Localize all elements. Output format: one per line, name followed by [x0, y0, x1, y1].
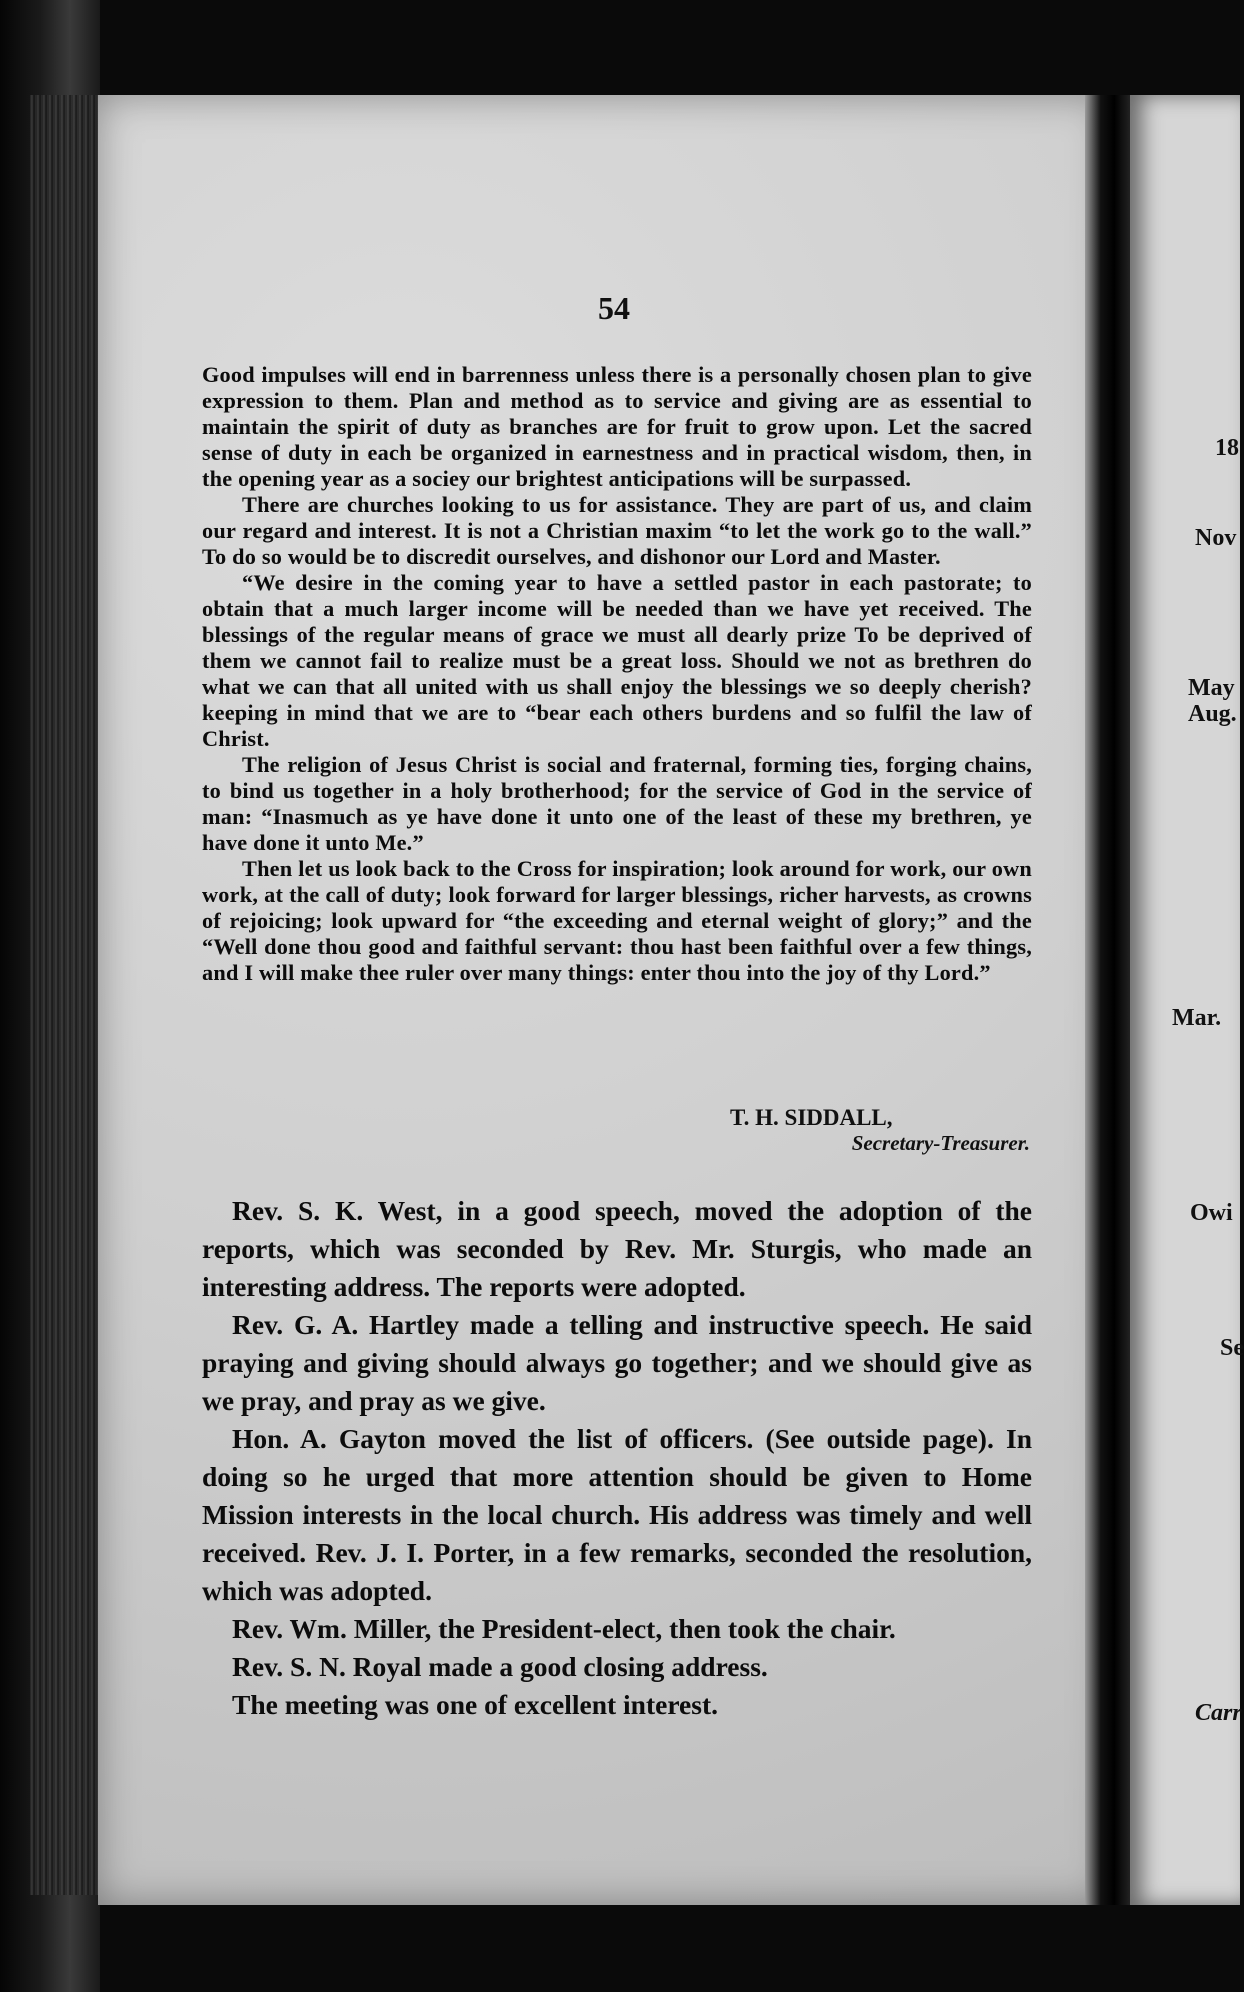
report-paragraph: “We desire in the coming year to have a settled pastor in each pastorate; to obtain that a much larger income will be needed than we have yet received. The blessings of the regular means of grace we must all dearly prize To be deprived of them we cannot fail to realize must be a great loss. Should we not as brethren do what we can that all united with us shall enjoy the blessings we so deeply cherish? keeping in mind that we are to “bear each others burdens and so fulfil the law of Christ.: [202, 570, 1032, 751]
minutes-paragraph: Rev. G. A. Hartley made a telling and instructive speech. He said praying and giving should always go together; and we should give as we pray, and pray as we give.: [202, 1309, 1032, 1416]
meeting-minutes: [202, 1192, 1032, 1724]
minutes-paragraph: Hon. A. Gayton moved the list of officers. (See outside page). In doing so he urged that more attention should be given to Home Mission interests in the local church. His address was timely and well received. Rev. J. I. Porter, in a few remarks, seconded the resolution, which was adopted.: [202, 1423, 1032, 1606]
report-paragraph: Then let us look back to the Cross for inspiration; look around for work, our own work, at the call of duty; look forward for larger blessings, richer harvests, as crowns of rejoicing; look upward for “the exceeding and eternal weight of glory;” and the “Well done thou good and faithful servant: thou hast been faithful over a few things, and I will make thee ruler over many things: enter thou into the joy of thy Lord.”: [202, 856, 1032, 985]
report-text: [202, 362, 1032, 986]
adjacent-fragment: Aug.: [1188, 701, 1237, 727]
adjacent-fragment: 18: [1215, 435, 1239, 461]
report-paragraph: There are churches looking to us for assistance. They are part of us, and claim our regard and interest. It is not a Christian maxim “to let the work go to the wall.” To do so would be to discredit ourselves, and dishonor our Lord and Master.: [202, 492, 1032, 569]
report-paragraph: Good impulses will end in barrenness unless there is a personally chosen plan to give expression to them. Plan and method as to service and giving are as essential to maintain the spirit of duty as branches are for fruit to grow upon. Let the sacred sense of duty in each be organized in earnestness and in practical wisdom, then, in the opening year as a sociey our brightest anticipations will be surpassed.: [202, 362, 1032, 491]
page-gutter: [1085, 95, 1130, 1905]
page-edges: [30, 95, 100, 1895]
signature-title: Secretary-Treasurer.: [851, 1131, 1030, 1155]
adjacent-fragment: Owi: [1190, 1200, 1233, 1226]
report-paragraph: The religion of Jesus Christ is social and fraternal, forming ties, forging chains, to bind us together in a holy brotherhood; for the service of God in the service of man: “Inasmuch as ye have done it unto one of the least of these my brethren, ye have done it unto Me.”: [202, 752, 1032, 855]
signature-block: [660, 1105, 1030, 1156]
adjacent-fragment: Nov: [1195, 525, 1237, 551]
minutes-paragraph: Rev. S. K. West, in a good speech, moved the adoption of the reports, which was seconded by Rev. Mr. Sturgis, who made an interesting address. The reports were adopted.: [202, 1195, 1032, 1302]
adjacent-fragment: Carr: [1195, 1700, 1242, 1726]
adjacent-fragment: Se: [1220, 1335, 1244, 1361]
adjacent-fragment: Mar.: [1172, 1005, 1222, 1031]
page-number: 54: [598, 290, 630, 326]
signature-name: T. H. SIDDALL,: [730, 1105, 893, 1130]
minutes-paragraph: Rev. Wm. Miller, the President-elect, then took the chair.: [232, 1613, 896, 1644]
adjacent-page: [1130, 95, 1244, 1905]
minutes-paragraph: Rev. S. N. Royal made a good closing address.: [232, 1651, 768, 1682]
minutes-paragraph: The meeting was one of excellent interest.: [232, 1689, 718, 1720]
adjacent-fragment: May: [1188, 675, 1235, 701]
